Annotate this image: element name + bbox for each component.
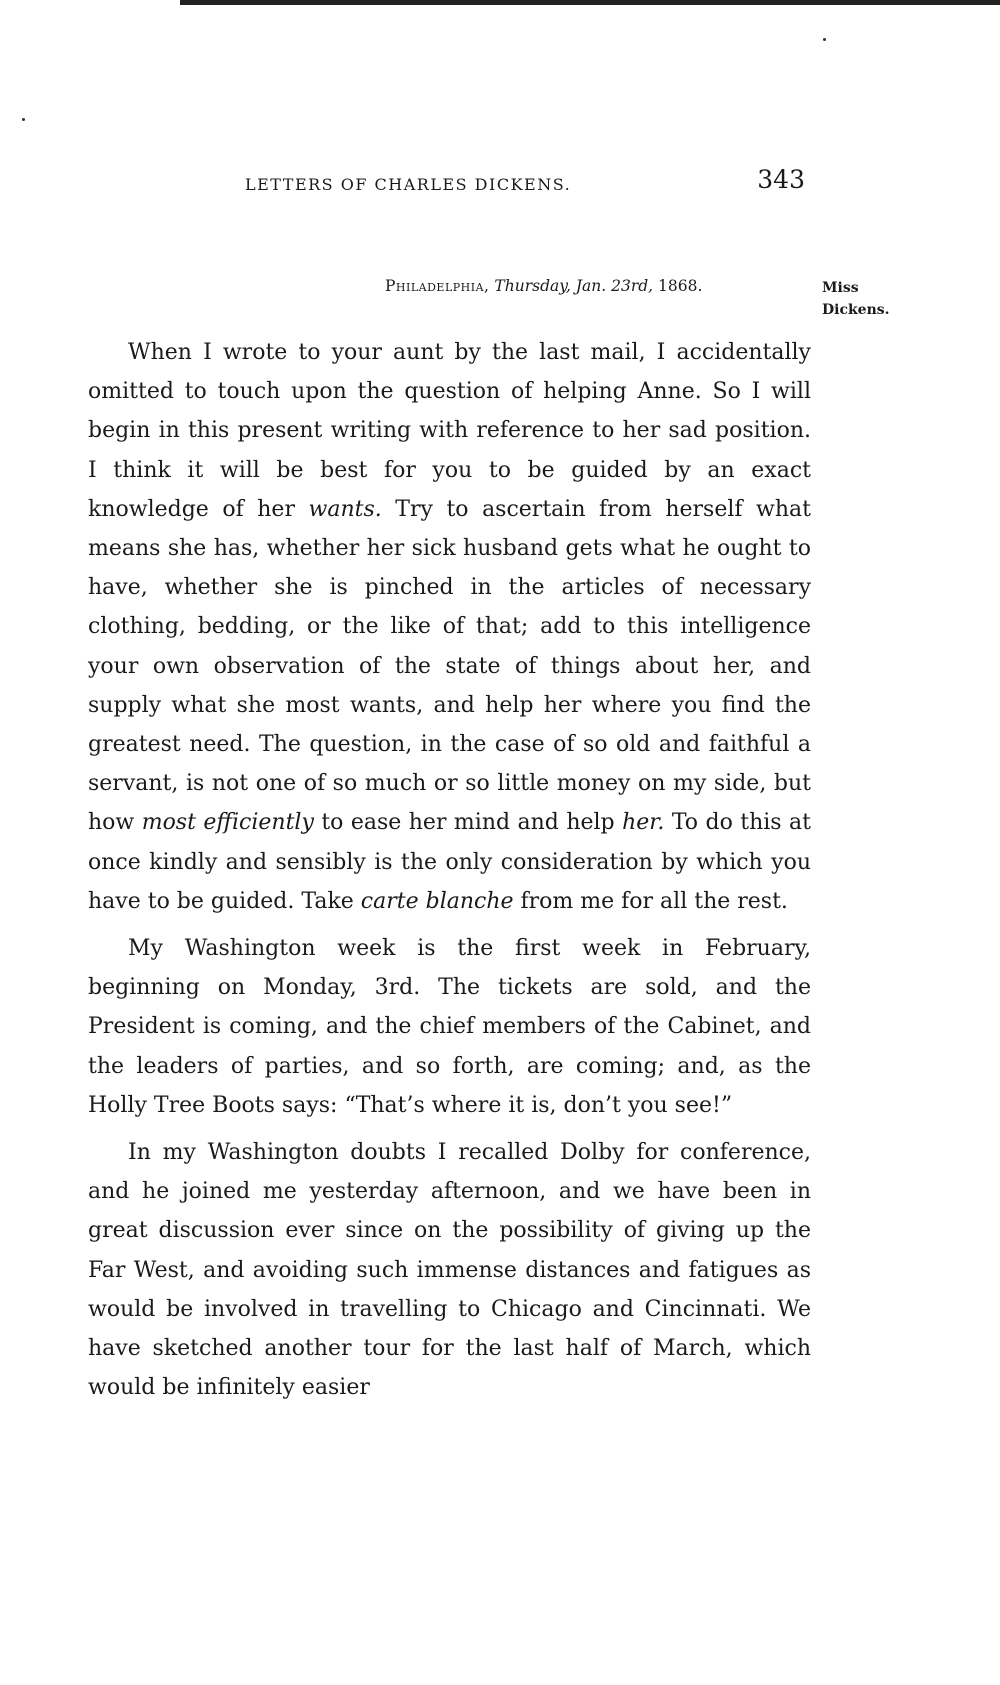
- text-run: to ease her mind and help: [313, 810, 623, 836]
- italic-run: her.: [622, 810, 665, 836]
- italic-run: most efficiently: [141, 810, 314, 836]
- top-edge-rule: [180, 0, 1000, 5]
- paragraph-1: [88, 333, 811, 921]
- italic-run: wants.: [308, 496, 382, 522]
- letter-dateline: [385, 277, 702, 295]
- dateline-year: 1868.: [658, 277, 703, 295]
- text-run: To do this at once kindly and sensibly is the only consideration by which you have to be guided. Take: [88, 810, 811, 914]
- paragraph-3: In my Washington doubts I recalled Dolby for conference, and he joined me yesterday afternoon, and we have been in great discussion ever since on the possibility of giving up the Far West, and avoiding such immense distances and fatigues as would be involved in travelling to Chicago and Cincinnati. We have sketched another tour for the last half of March, which would be infinitely easier: [88, 1140, 811, 1401]
- dateline-day: Thursday, Jan. 23rd,: [494, 277, 654, 295]
- italic-run: carte blanche: [360, 888, 514, 914]
- margin-note: [822, 277, 890, 321]
- margin-note-line: Miss: [822, 280, 859, 296]
- margin-note-line: Dickens.: [822, 302, 890, 318]
- page-number: 343: [757, 165, 805, 194]
- print-speck: [22, 118, 25, 121]
- running-head: [245, 165, 805, 205]
- dateline-place: Philadelphia,: [385, 277, 490, 295]
- text-run: from me for all the rest.: [513, 888, 788, 914]
- paragraph-2: My Washington week is the first week in February, beginning on Monday, 3rd. The tickets are sold, and the President is coming, and the chief members of the Cabinet, and the leaders of parties, and so forth, are coming; and, as the Holly Tree Boots says: “That’s where it is, don’t you see!”: [88, 936, 811, 1118]
- print-speck: [823, 38, 826, 41]
- text-run: Try to ascertain from herself what means she has, whether her sick husband gets what he ought to have, whether she is pinched in the articles of necessary clothing, bedding, or the like of that; add to this intelligence your own observation of the state of things about her, and supply what she most wants, and help her where you find the greatest need. The question, in the case of so old and faithful a servant, is not one of so much or so little money on my side, but how: [88, 496, 812, 836]
- letter-body: [88, 333, 811, 1415]
- running-title: LETTERS OF CHARLES DICKENS.: [245, 175, 572, 194]
- text-run: When I wrote to your aunt by the last mail, I accidentally omitted to touch upon the question of helping Anne. So I will begin in this present writing with reference to her sad position. I think it will be best for you to be guided by an exact knowledge of her: [88, 340, 811, 522]
